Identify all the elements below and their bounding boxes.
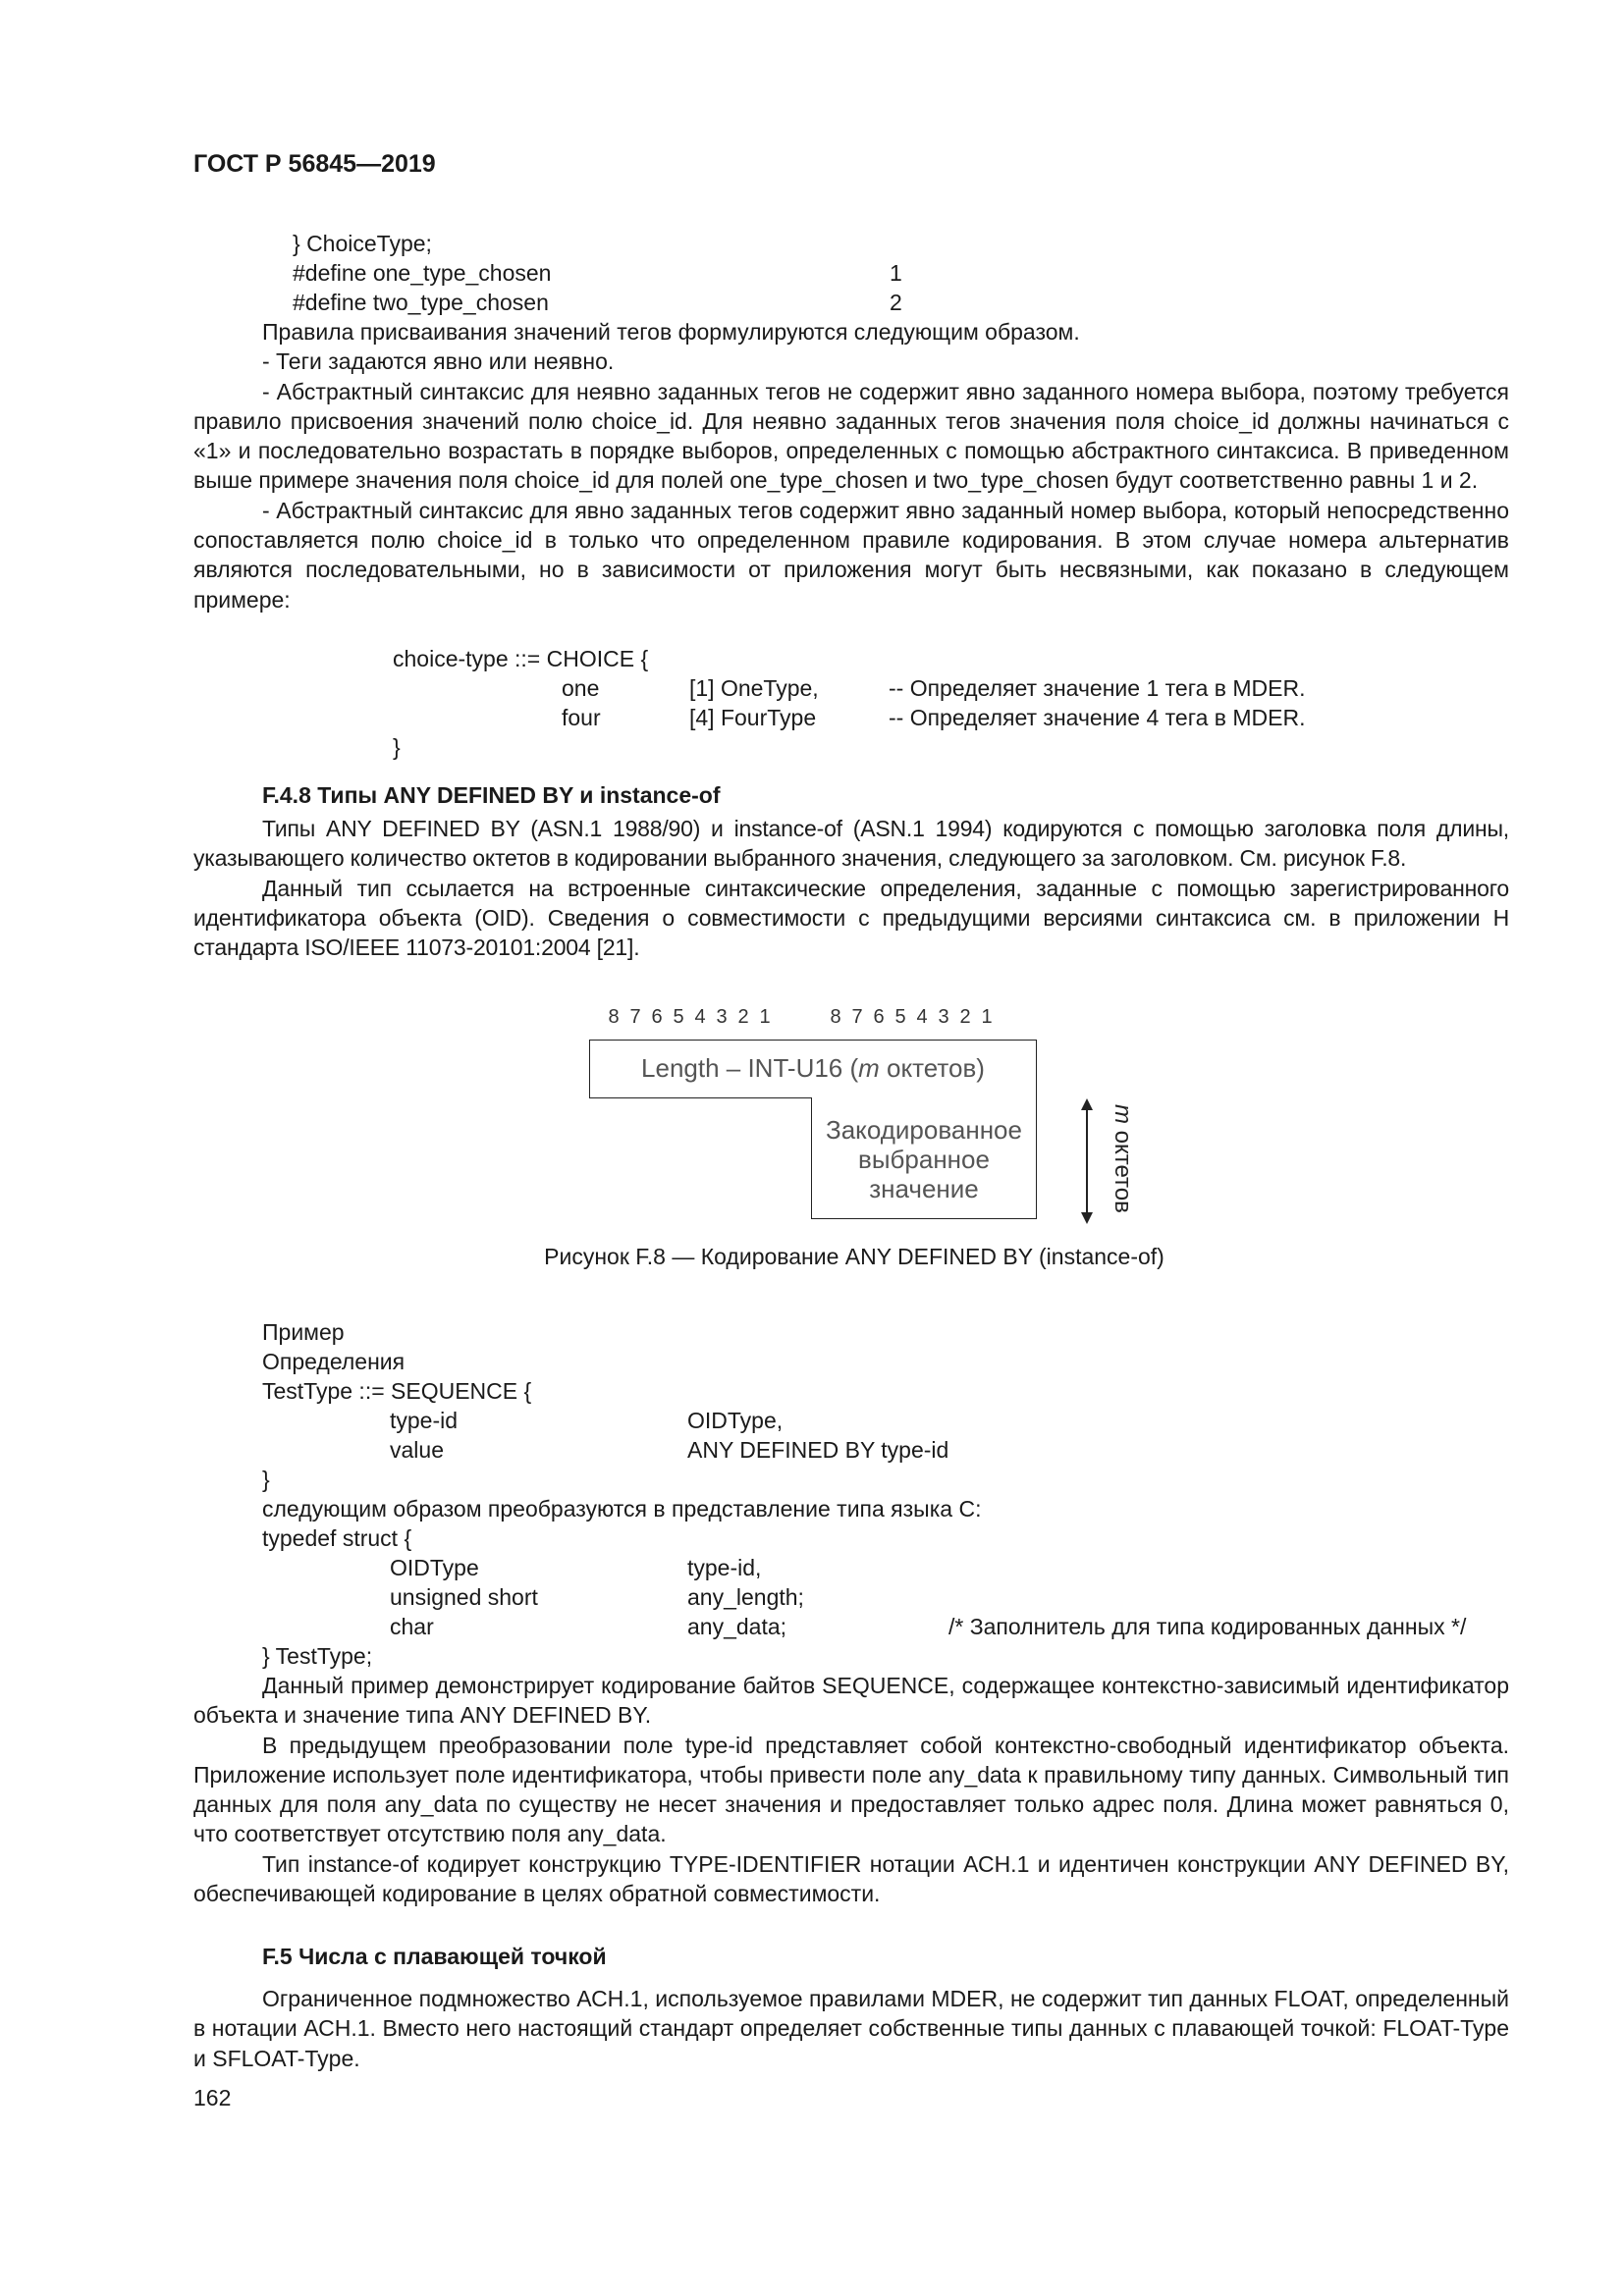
paragraph: Ограниченное подмножество АСН.1, используемое правилами MDER, не содержит тип данных FLOAT, определенный в нотации АСН.1. Вместо него настоящий стандарт определяет собственные типы данных с плавающей точкой: FLOAT-Type и SFLOAT-Type.	[193, 1986, 1509, 2071]
bit-number: 8	[608, 1006, 620, 1028]
side-label-wrap	[1108, 1104, 1137, 1222]
height-arrow	[1075, 1098, 1099, 1224]
example-close: }	[262, 1467, 270, 1492]
struct-comment: /* Заполнитель для типа кодированных данных */	[948, 1614, 1467, 1639]
choice-open: choice-type ::= CHOICE {	[393, 646, 649, 671]
code-value: 1	[890, 260, 902, 286]
bit-number: 7	[851, 1006, 863, 1028]
bit-number: 6	[873, 1006, 885, 1028]
paragraph: - Абстрактный синтаксис для явно заданных тегов содержит явно заданный номер выбора, который непосредственно сопоставляется полю choice_id в только что определенном правиле кодирования. В этом случае номера альтернатив являются последовательными, но в зависимости от приложения могут быть несвязными, как показано в следующем примере:	[193, 497, 1509, 613]
struct-name: any_length;	[687, 1584, 804, 1610]
bit-number: 8	[830, 1006, 841, 1028]
choice-tag: [1] OneType,	[689, 675, 819, 701]
length-label-prefix: Length – INT-U16 (	[641, 1053, 859, 1083]
choice-name: four	[562, 705, 601, 730]
choice-tag: [4] FourType	[689, 705, 817, 730]
choice-name: one	[562, 675, 600, 701]
bit-number: 6	[651, 1006, 663, 1028]
choice-comment: -- Определяет значение 4 тега в MDER.	[889, 705, 1306, 730]
paragraph: - Теги задаются явно или неявно.	[262, 348, 615, 375]
paragraph: Тип instance-of кодирует конструкцию TYPE-IDENTIFIER нотации АСН.1 и идентичен конструкции ANY DEFINED BY, обеспечивающей кодирование в целях обратной совместимости.	[193, 1850, 1509, 1907]
struct-name: type-id,	[687, 1555, 762, 1580]
example-defs: Определения	[262, 1349, 406, 1374]
code-value: 2	[890, 290, 902, 315]
section-title-f48: F.4.8 Типы ANY DEFINED BY и instance-of	[262, 782, 721, 808]
bit-number: 4	[916, 1006, 928, 1028]
paragraph: Данный пример демонстрирует кодирование байтов SEQUENCE, содержащее контекстно-зависимый идентификатор объекта и значение типа ANY DEFINED BY.	[193, 1673, 1509, 1729]
side-label-var: m	[1110, 1104, 1136, 1124]
paragraph: Типы ANY DEFINED BY (ASN.1 1988/90) и instance-of (ASN.1 1994) кодируются с помощью заголовка поля длины, указывающего количество октетов в кодировании выбранного значения, следующего за заголовком. См. рисунок F.8.	[193, 816, 1509, 872]
example-field-type: OIDType,	[687, 1408, 784, 1433]
example-open: TestType ::= SEQUENCE {	[262, 1378, 532, 1404]
encoded-line: значение	[869, 1174, 979, 1203]
struct-name: any_data;	[687, 1614, 787, 1639]
figure-caption: Рисунок F.8 — Кодирование ANY DEFINED BY (instance-of)	[544, 1244, 1164, 1269]
bit-number: 2	[737, 1006, 749, 1028]
struct-type: unsigned short	[390, 1584, 538, 1610]
example-field-name: value	[390, 1437, 444, 1463]
encoded-line: Закодированное	[826, 1115, 1022, 1145]
code-line: } ChoiceType;	[293, 231, 432, 256]
text-block-f5	[193, 1984, 1509, 2073]
encoded-value-box	[811, 1097, 1037, 1219]
paragraph: В предыдущем преобразовании поле type-id представляет собой контекстно-свободный идентификатор объекта. Приложение использует поле идентификатора, чтобы привести поле any_data к правильному типу данных. Символьный тип данных для поля any_data по существу не несет значения и предоставляет только адрес поля. Длина может равняться 0, что соответствует отсутствию поля any_data.	[193, 1732, 1509, 1847]
side-label-text: октетов	[1110, 1124, 1136, 1213]
bit-number: 1	[981, 1006, 993, 1028]
bit-number: 1	[759, 1006, 771, 1028]
length-label-var: m	[858, 1053, 880, 1083]
struct-type: OIDType	[390, 1555, 479, 1580]
section-title-f5: F.5 Числа с плавающей точкой	[262, 1944, 607, 1969]
text-block-f48	[193, 814, 1509, 962]
bit-number: 4	[694, 1006, 706, 1028]
struct-type: char	[390, 1614, 434, 1639]
example-typedef: typedef struct {	[262, 1525, 412, 1551]
example-end: } TestType;	[262, 1643, 373, 1669]
choice-close: }	[393, 734, 401, 760]
text-block-demo	[193, 1671, 1509, 1908]
example-convert: следующим образом преобразуются в представление типа языка С:	[262, 1496, 982, 1522]
choice-comment: -- Определяет значение 1 тега в MDER.	[889, 675, 1306, 701]
bit-number: 7	[629, 1006, 641, 1028]
code-line: #define two_type_chosen	[293, 290, 549, 315]
length-field-box	[589, 1040, 1037, 1098]
bit-number: 5	[673, 1006, 684, 1028]
example-label: Пример	[262, 1319, 345, 1345]
document-header: ГОСТ Р 56845—2019	[193, 150, 436, 178]
paragraph: - Абстрактный синтаксис для неявно заданных тегов не содержит явно заданного номера выбора, поэтому требуется правило присвоения значений полю choice_id. Для неявно заданных тегов значения поля choice_id должны начинаться с «1» и последовательно возрастать в порядке выборов, определенных с помощью абстрактного синтаксиса. В приведенном выше примере значения поля choice_id для полей one_type_chosen и two_type_chosen будут соответственно равны 1 и 2.	[193, 378, 1509, 494]
paragraph: Правила присваивания значений тегов формулируются следующим образом.	[262, 319, 1080, 345]
bit-numbers-left	[603, 1006, 776, 1029]
bit-number: 2	[959, 1006, 971, 1028]
bit-number: 3	[938, 1006, 949, 1028]
bit-numbers-right	[825, 1006, 998, 1029]
page-number: 162	[193, 2085, 232, 2110]
bit-number: 5	[894, 1006, 906, 1028]
length-label-suffix: октетов)	[879, 1053, 985, 1083]
code-line: #define one_type_chosen	[293, 260, 552, 286]
encoded-line: выбранное	[858, 1145, 990, 1174]
side-label	[1108, 1104, 1137, 1213]
example-field-type: ANY DEFINED BY type-id	[687, 1437, 949, 1463]
text-block-rules	[193, 317, 1509, 614]
example-field-name: type-id	[390, 1408, 459, 1433]
paragraph: Данный тип ссылается на встроенные синтаксические определения, заданные с помощью зарегистрированного идентификатора объекта (OID). Сведения о совместимости с предыдущими версиями синтаксиса см. в приложении H стандарта ISO/IEEE 11073-20101:2004 [21].	[193, 875, 1509, 961]
bit-number: 3	[716, 1006, 728, 1028]
